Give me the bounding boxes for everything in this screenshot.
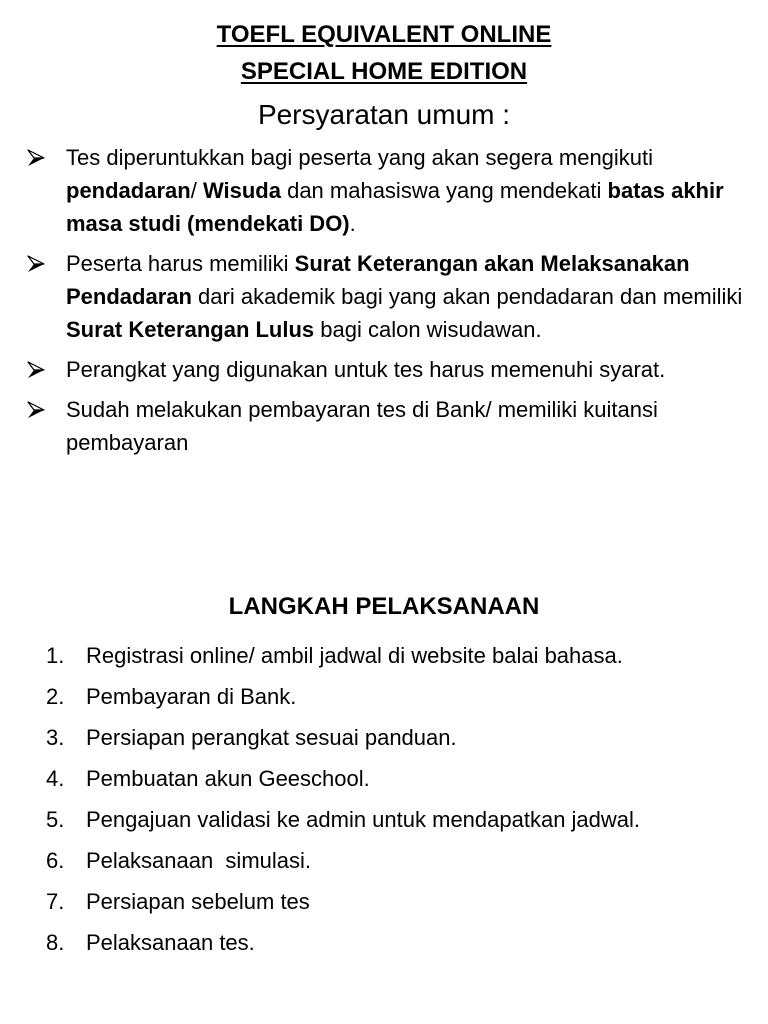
arrow-bullet-icon [26,254,46,274]
step-number: 3. [46,725,65,750]
steps-heading: LANGKAH PELAKSANAAN [228,593,540,620]
step-item [0,803,768,836]
subtitle: Persyaratan umum : [257,99,511,130]
requirement-text: Sudah melakukan pembayaran tes di Bank/ memiliki kuitansi pembayaran [66,397,658,455]
requirement-item [0,353,768,386]
step-text: Pengajuan validasi ke admin untuk mendapatkan jadwal. [86,807,641,832]
requirement-text: / [190,178,203,203]
requirement-item [0,247,768,346]
requirement-item [0,141,768,240]
step-item [0,844,768,877]
requirement-text: dari akademik bagi yang akan pendadaran dan memiliki [191,284,743,309]
requirement-text: dan mahasiswa yang mendekati [280,178,608,203]
steps-list [0,639,768,967]
step-item [0,885,768,918]
step-number: 6. [46,848,65,873]
step-item [0,926,768,959]
step-number: 8. [46,930,65,955]
title-line-1: TOEFL EQUIVALENT ONLINE [216,21,552,48]
step-text: Pelaksanaan simulasi. [86,848,312,873]
requirements-list [0,141,768,466]
arrow-bullet-icon [26,400,46,420]
step-text: Registrasi online/ ambil jadwal di website balai bahasa. [86,643,623,668]
step-number: 7. [46,889,65,914]
step-item [0,721,768,754]
arrow-bullet-icon [26,360,46,380]
requirement-emphasis: Surat Keterangan akan Melaksanakan Pendadaran [66,251,690,309]
requirement-emphasis: batas akhir masa studi (mendekati DO) [66,178,724,236]
requirement-emphasis: pendadaran [66,178,191,203]
requirement-text: bagi calon wisudawan. [314,317,542,342]
requirement-emphasis: Wisuda [202,178,281,203]
step-text: Pelaksanaan tes. [86,930,255,955]
requirement-emphasis: Surat Keterangan Lulus [66,317,315,342]
step-text: Pembayaran di Bank. [86,684,297,709]
step-number: 5. [46,807,65,832]
requirement-text: . [349,211,356,236]
step-number: 4. [46,766,65,791]
requirement-text: Peserta harus memiliki [66,251,295,276]
step-number: 1. [46,643,65,668]
step-text: Persiapan perangkat sesuai panduan. [86,725,457,750]
requirement-text: Tes diperuntukkan bagi peserta yang akan segera mengikuti [66,145,654,170]
title-line-2: SPECIAL HOME EDITION [240,58,528,85]
step-text: Pembuatan akun Geeschool. [86,766,370,791]
step-number: 2. [46,684,65,709]
step-item [0,762,768,795]
step-item [0,680,768,713]
requirement-item [0,393,768,459]
arrow-bullet-icon [26,148,46,168]
step-item [0,639,768,672]
step-text: Persiapan sebelum tes [86,889,310,914]
requirement-text: Perangkat yang digunakan untuk tes harus memenuhi syarat. [66,357,666,382]
